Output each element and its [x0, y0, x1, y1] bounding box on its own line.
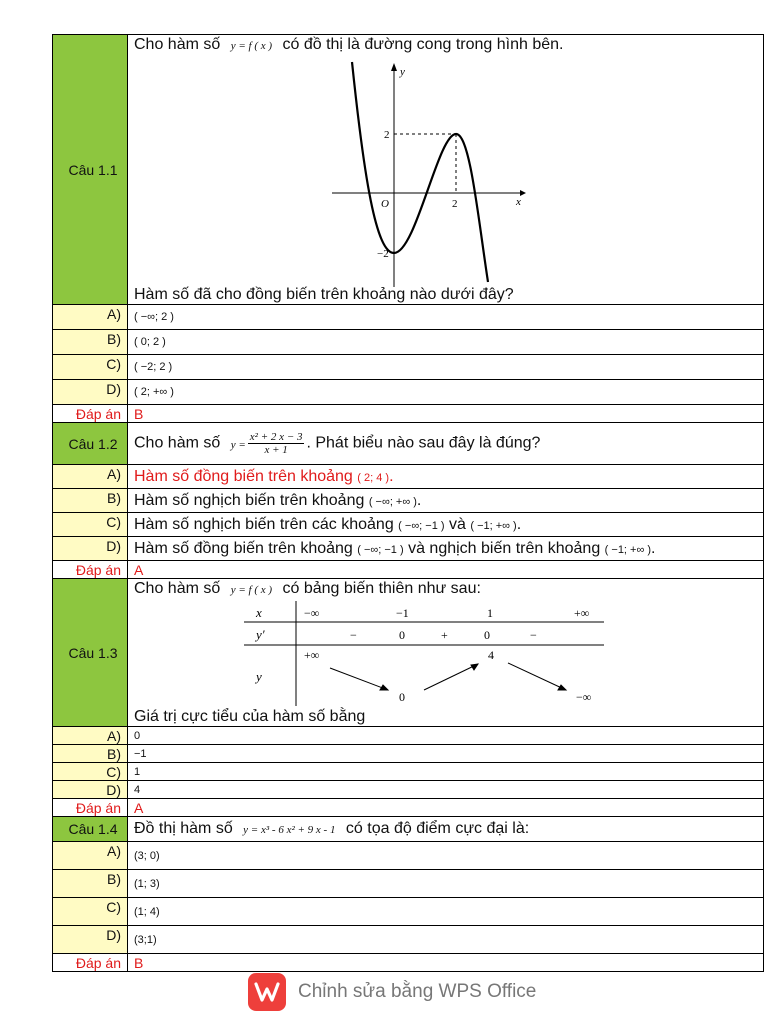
question-text: Giá trị cực tiểu của hàm số bằng — [134, 708, 366, 725]
y-value: +∞ — [304, 648, 320, 662]
option-label: C) — [53, 355, 128, 380]
quiz-table — [52, 34, 764, 972]
option-value[interactable]: (3;1) — [128, 926, 764, 954]
wps-footer[interactable] — [248, 972, 536, 1012]
question-stem: Cho hàm số y = $\frac{\text{x² + 2 x − 3}}{x + 1}$ . Phát biểu nào sau đây là đúng? — [128, 423, 764, 465]
option-label: D) — [53, 380, 128, 405]
option-value[interactable]: 0 — [128, 727, 764, 745]
yprime-sign: − — [530, 628, 537, 642]
question-stem: Cho hàm số y = f ( x ) có đồ thị là đường cong trong hình bên. — [134, 36, 564, 53]
yprime-sign: − — [350, 628, 357, 642]
answer-value: B — [128, 405, 764, 423]
x-value: −∞ — [304, 606, 320, 620]
question-cell — [128, 579, 764, 727]
option-value[interactable]: Hàm số nghịch biến trên các khoảng ( −∞; −1 ) và ( −1; +∞ ). — [128, 513, 764, 537]
option-label: A) — [53, 727, 128, 745]
option-row — [53, 898, 764, 926]
row-y-label: y — [256, 669, 262, 684]
option-row — [53, 330, 764, 355]
option-label: C) — [53, 763, 128, 781]
answer-row — [53, 561, 764, 579]
option-label: B) — [53, 489, 128, 513]
option-label: B) — [53, 330, 128, 355]
footer-text: Chỉnh sửa bằng WPS Office — [298, 981, 537, 1002]
option-value[interactable]: (1; 3) — [128, 870, 764, 898]
answer-label: Đáp án — [53, 954, 128, 972]
question-stem: Đồ thị hàm số y = x³ - 6 x² + 9 x - 1 có tọa độ điểm cực đại là: — [128, 817, 764, 842]
function-formula: y = f ( x ) — [230, 40, 273, 52]
option-row — [53, 870, 764, 898]
row-x-label: x — [256, 605, 262, 620]
option-row — [53, 537, 764, 561]
function-formula: y = f ( x ) — [230, 584, 273, 596]
answer-value: B — [128, 954, 764, 972]
option-value[interactable]: Hàm số nghịch biến trên khoảng ( −∞; +∞ ). — [128, 489, 764, 513]
question-row — [53, 817, 764, 842]
yprime-sign: + — [441, 628, 448, 642]
option-label: C) — [53, 513, 128, 537]
option-value[interactable]: −1 — [128, 745, 764, 763]
function-graph — [324, 57, 544, 287]
option-row — [53, 781, 764, 799]
option-label: A) — [53, 465, 128, 489]
function-formula: y = x³ - 6 x² + 9 x - 1 — [243, 824, 336, 836]
question-number: Câu 1.4 — [53, 817, 128, 842]
option-value[interactable]: (1; 4) — [128, 898, 764, 926]
option-row — [53, 727, 764, 745]
option-value[interactable]: 1 — [128, 763, 764, 781]
option-label: B) — [53, 870, 128, 898]
row-yprime-label: y′ — [256, 627, 265, 642]
option-value[interactable]: ( 2; +∞ ) — [128, 380, 764, 405]
answer-value: A — [128, 799, 764, 817]
x-value: +∞ — [574, 606, 590, 620]
question-number: Câu 1.1 — [53, 35, 128, 305]
option-value[interactable]: Hàm số đồng biến trên khoảng ( −∞; −1 ) và nghịch biến trên khoảng ( −1; +∞ ). — [128, 537, 764, 561]
answer-label: Đáp án — [53, 799, 128, 817]
option-row — [53, 465, 764, 489]
option-label: D) — [53, 537, 128, 561]
option-label: D) — [53, 781, 128, 799]
yprime-value: 0 — [484, 628, 490, 642]
x-value: −1 — [396, 606, 409, 620]
question-text: Hàm số đã cho đồng biến trên khoảng nào dưới đây? — [134, 286, 514, 303]
option-label: A) — [53, 305, 128, 330]
option-value[interactable]: (3; 0) — [128, 842, 764, 870]
answer-row — [53, 799, 764, 817]
option-row — [53, 763, 764, 781]
option-row — [53, 842, 764, 870]
option-label: C) — [53, 898, 128, 926]
option-value[interactable]: ( 0; 2 ) — [128, 330, 764, 355]
question-row — [53, 579, 764, 727]
option-value[interactable]: 4 — [128, 781, 764, 799]
answer-value: A — [128, 561, 764, 579]
option-row — [53, 355, 764, 380]
question-row — [53, 423, 764, 465]
y-value: 0 — [399, 690, 405, 704]
option-label: B) — [53, 745, 128, 763]
question-row — [53, 35, 764, 305]
function-fraction: $\frac{\text{x² + 2 x − 3}}{x + 1}$ — [249, 431, 303, 456]
question-number: Câu 1.2 — [53, 423, 128, 465]
question-cell — [128, 35, 764, 305]
variation-table — [244, 601, 614, 706]
option-label: D) — [53, 926, 128, 954]
y-value: −∞ — [576, 690, 592, 704]
option-value[interactable]: ( −∞; 2 ) — [128, 305, 764, 330]
y-axis-label: y — [400, 66, 405, 78]
answer-row — [53, 405, 764, 423]
wps-logo-icon — [248, 973, 286, 1011]
option-label: A) — [53, 842, 128, 870]
answer-row — [53, 954, 764, 972]
answer-label: Đáp án — [53, 561, 128, 579]
option-value[interactable]: ( −2; 2 ) — [128, 355, 764, 380]
x-value: 1 — [487, 606, 493, 620]
option-row — [53, 380, 764, 405]
answer-label: Đáp án — [53, 405, 128, 423]
origin-label: O — [381, 198, 389, 210]
question-stem: Cho hàm số y = f ( x ) có bảng biến thiên như sau: — [134, 580, 481, 597]
yprime-value: 0 — [399, 628, 405, 642]
option-row — [53, 489, 764, 513]
x-axis-label: x — [516, 196, 521, 208]
option-row — [53, 745, 764, 763]
question-number: Câu 1.3 — [53, 579, 128, 727]
y-value: 4 — [488, 648, 494, 662]
x-tick-label: 2 — [452, 198, 458, 210]
y-tick-label-pos: 2 — [384, 129, 390, 141]
option-row — [53, 305, 764, 330]
option-value[interactable]: Hàm số đồng biến trên khoảng ( 2; 4 ). — [128, 465, 764, 489]
option-row — [53, 513, 764, 537]
option-row — [53, 926, 764, 954]
y-tick-label-neg: −2 — [377, 248, 389, 260]
